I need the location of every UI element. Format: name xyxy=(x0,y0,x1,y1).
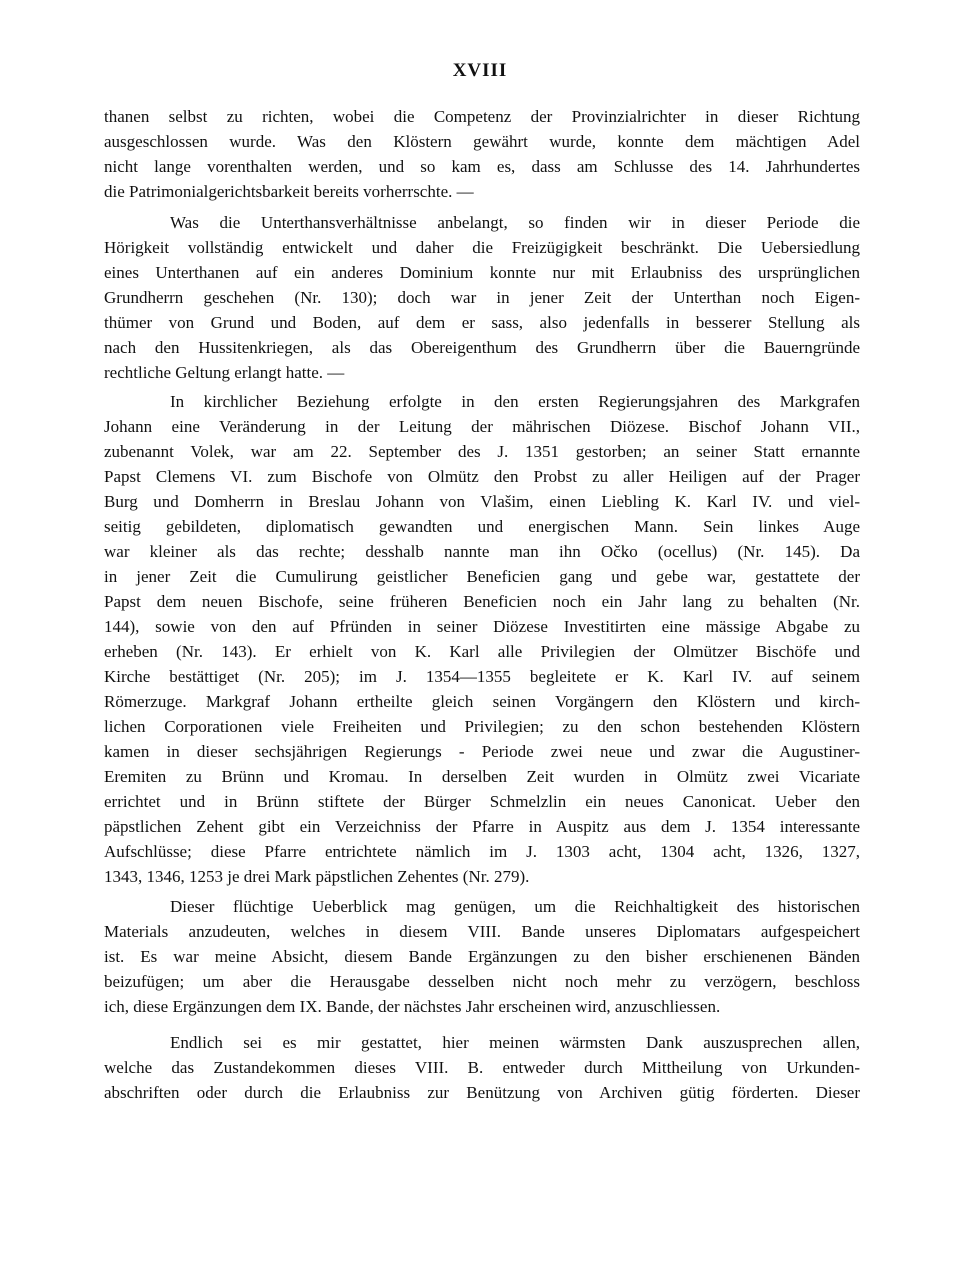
text-line: seitig gebildeten, diplomatisch gewandten und energischen Mann. Sein linkes Auge xyxy=(104,517,860,536)
paragraph-acknowledgements xyxy=(104,1030,860,1105)
text-line: 1343, 1346, 1253 je drei Mark päpstlichen Zehentes (Nr. 279). xyxy=(104,867,530,886)
text-line: päpstlichen Zehent gibt ein Verzeichniss der Pfarre in Auspitz aus dem J. 1354 interessante xyxy=(104,817,860,836)
text-line: ausgeschlossen wurde. Was den Klöstern gewährt wurde, konnte dem mächtigen Adel xyxy=(104,132,860,151)
text-line: Eremiten zu Brünn und Kromau. In derselben Zeit wurden in Olmütz zwei Vicariate xyxy=(104,767,860,786)
text-line: ist. Es war meine Absicht, diesem Bande Ergänzungen zu den bisher erschienenen Bänden xyxy=(104,947,860,966)
text-line: Johann eine Veränderung in der Leitung der mährischen Diözese. Bischof Johann VII., xyxy=(104,417,860,436)
text-line: zubenannt Volek, war am 22. September des J. 1351 gestorben; an seiner Statt ernannte xyxy=(104,442,860,461)
paragraph-overview xyxy=(104,894,860,1019)
text-line: rechtliche Geltung erlangt hatte. — xyxy=(104,363,345,382)
paragraph-serfdom xyxy=(104,210,860,385)
text-line: Burg und Domherrn in Breslau Johann von Vlašim, einen Liebling K. Karl IV. und viel- xyxy=(104,492,860,511)
text-line: beizufügen; um aber die Herausgabe desselben nicht noch mehr zu verzögern, beschloss xyxy=(104,972,860,991)
text-line: Römerzuge. Markgraf Johann ertheilte gleich seinen Vorgängern den Klöstern und kirch- xyxy=(104,692,860,711)
text-line: Papst Clemens VI. zum Bischofe von Olmütz den Probst zu aller Heiligen auf der Prager xyxy=(104,467,860,486)
text-line: Grundherrn geschehen (Nr. 130); doch war in jener Zeit der Unterthan noch Eigen- xyxy=(104,288,860,307)
text-line: Papst dem neuen Bischofe, seine früheren Beneficien noch ein Jahr lang zu behalten (Nr. xyxy=(104,592,860,611)
text-line: in jener Zeit die Cumulirung geistlicher Beneficien gang und gebe war, gestattete der xyxy=(104,567,860,586)
text-line: Endlich sei es mir gestattet, hier meinen wärmsten Dank auszusprechen allen, xyxy=(170,1033,860,1052)
text-line: Dieser flüchtige Ueberblick mag genügen, um die Reichhaltigkeit des historischen xyxy=(170,897,860,916)
text-line: ich, diese Ergänzungen dem IX. Bande, der nächstes Jahr erscheinen wird, anzuschliessen. xyxy=(104,997,721,1016)
text-line: welche das Zustandekommen dieses VIII. B. entweder durch Mittheilung von Urkunden- xyxy=(104,1058,860,1077)
text-line: erheben (Nr. 143). Er erhielt von K. Karl alle Privilegien der Olmützer Bischöfe und xyxy=(104,642,860,661)
body-text xyxy=(104,104,860,1105)
text-line: thümer von Grund und Boden, auf dem er sass, also jedenfalls in besserer Stellung als xyxy=(104,313,860,332)
text-line: thanen selbst zu richten, wobei die Competenz der Provinzialrichter in dieser Richtung xyxy=(104,107,860,126)
text-line: Was die Unterthansverhältnisse anbelangt, so finden wir in dieser Periode die xyxy=(170,213,860,232)
text-line: Materials anzudeuten, welches in diesem VIII. Bande unseres Diplomatars aufgespeichert xyxy=(104,922,860,941)
text-line: abschriften oder durch die Erlaubniss zur Benützung von Archiven gütig förderten. Dieser xyxy=(104,1083,860,1102)
text-line: Aufschlüsse; diese Pfarre entrichtete nämlich im J. 1303 acht, 1304 acht, 1326, 1327, xyxy=(104,842,860,861)
paragraph-church-relations xyxy=(104,389,860,889)
text-line: war kleiner als das rechte; desshalb nannte man ihn Očko (ocellus) (Nr. 145). Da xyxy=(104,542,860,561)
text-line: 144), sowie von den auf Pfründen in seiner Diözese Investitirten eine mässige Abgabe zu xyxy=(104,617,860,636)
page-number: XVIII xyxy=(452,60,508,81)
text-line: die Patrimonialgerichtsbarkeit bereits vorherrschte. — xyxy=(104,182,474,201)
text-line: Kirche bestättiget (Nr. 205); im J. 1354—1355 begleitete er K. Karl IV. auf seinem xyxy=(104,667,860,686)
text-line: In kirchlicher Beziehung erfolgte in den ersten Regierungsjahren des Markgrafen xyxy=(170,392,860,411)
text-line: kamen in dieser sechsjährigen Regierungs - Periode zwei neue und zwar die Augustiner- xyxy=(104,742,860,761)
text-line: Hörigkeit vollständig entwickelt und daher die Freizügigkeit beschränkt. Die Uebersiedlung xyxy=(104,238,860,257)
paragraph-patrimonial-jurisdiction xyxy=(104,104,860,204)
text-line: eines Unterthanen auf ein anderes Dominium konnte nur mit Erlaubniss des ursprünglichen xyxy=(104,263,860,282)
text-line: nicht lange vorenthalten werden, und so kam es, dass am Schlusse des 14. Jahrhundertes xyxy=(104,157,860,176)
text-line: nach den Hussitenkriegen, als das Obereigenthum des Grundherrn über die Bauerngründe xyxy=(104,338,860,357)
text-line: lichen Corporationen viele Freiheiten und Privilegien; zu den schon bestehenden Klöstern xyxy=(104,717,860,736)
text-line: errichtet und in Brünn stiftete der Bürger Schmelzlin ein neues Canonicat. Ueber den xyxy=(104,792,860,811)
